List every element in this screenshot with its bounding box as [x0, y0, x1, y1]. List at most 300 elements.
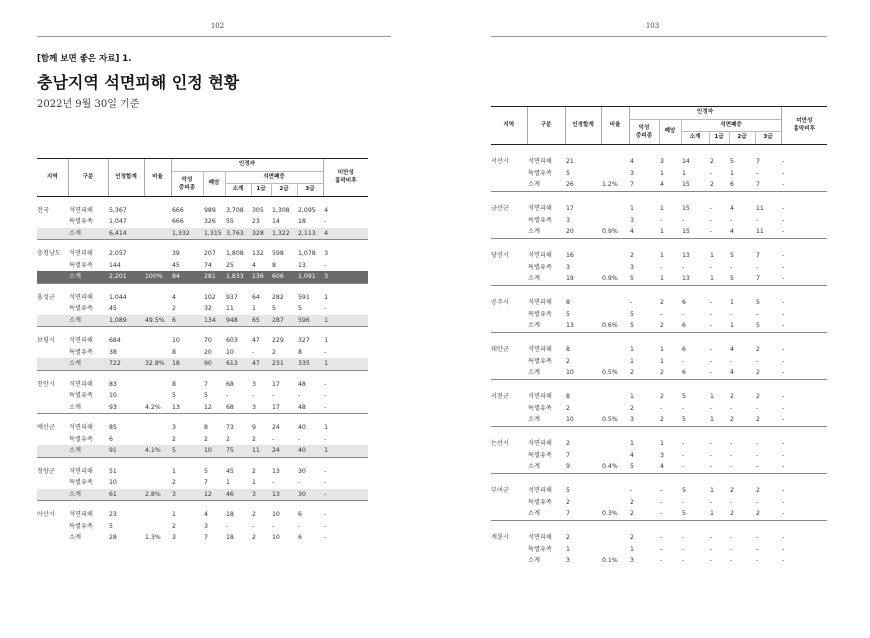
table-row	[491, 391, 827, 403]
data-cell: 287	[271, 315, 297, 327]
col-header-category: 구분	[68, 159, 108, 197]
data-cell: 16	[566, 252, 574, 259]
data-cell: 64	[252, 293, 260, 301]
data-cell: 591	[298, 293, 310, 301]
data-cell: -	[323, 489, 368, 501]
data-cell: 4	[660, 463, 664, 470]
region-cell	[491, 226, 527, 238]
data-cell: -	[756, 310, 759, 318]
data-cell: 1	[324, 424, 328, 431]
data-cell: -	[730, 440, 733, 447]
data-cell	[144, 434, 171, 446]
header-row	[37, 159, 368, 172]
data-cell	[601, 544, 629, 556]
table-row	[37, 335, 368, 347]
data-cell: 석면피해	[528, 299, 552, 306]
data-cell: 3	[172, 424, 176, 431]
data-cell: 석면피해	[528, 346, 552, 353]
data-cell	[601, 297, 629, 309]
data-cell: 소계	[68, 445, 108, 457]
data-cell: 18	[298, 218, 306, 225]
data-cell: 2	[630, 534, 634, 541]
data-cell: 40	[298, 424, 306, 431]
data-cell: 70	[204, 337, 212, 344]
data-cell: 2.8%	[144, 489, 171, 501]
data-cell: 8	[566, 346, 570, 353]
data-cell: 2	[756, 510, 760, 517]
col-header-grade2: 2급	[729, 132, 755, 145]
data-cell: 석면피해	[69, 467, 93, 475]
data-cell: -	[756, 404, 759, 412]
data-cell: 6	[730, 181, 734, 188]
data-cell: 4.2%	[145, 403, 161, 411]
data-cell: -	[782, 299, 785, 306]
data-cell: 1.2%	[602, 181, 618, 188]
data-cell: 10	[566, 369, 574, 376]
data-cell: 2,095	[298, 206, 316, 214]
table-row	[491, 344, 827, 356]
table-row	[37, 292, 368, 304]
data-cell: 1	[710, 487, 714, 494]
data-cell: -	[660, 216, 663, 224]
data-cell: 13	[271, 489, 297, 501]
data-cell: 2	[630, 498, 634, 506]
data-cell: 2	[630, 510, 634, 517]
data-cell: -	[682, 534, 685, 541]
table-row	[491, 262, 827, 274]
region-cell	[37, 228, 68, 240]
data-cell: 특별유족	[69, 522, 93, 530]
data-cell: 23	[109, 511, 117, 518]
data-cell: 5	[109, 522, 113, 530]
data-cell: -	[710, 310, 713, 318]
data-cell: 특별유족	[528, 545, 552, 553]
data-cell: 5	[566, 310, 570, 318]
data-cell: 3	[252, 403, 256, 411]
spacer-row	[37, 240, 368, 249]
data-cell: 85	[109, 424, 117, 431]
data-cell: -	[298, 522, 301, 530]
table-row	[37, 271, 368, 283]
data-cell: 1	[324, 293, 328, 301]
region-cell	[491, 262, 527, 274]
spacer-cell	[491, 238, 827, 250]
table-row	[491, 309, 827, 321]
table-row	[491, 544, 827, 556]
data-cell: 특별유족	[528, 216, 552, 224]
data-cell: 8	[298, 348, 302, 356]
data-cell: 5	[682, 510, 686, 517]
data-cell: -	[782, 275, 785, 282]
data-cell	[144, 292, 171, 304]
data-cell: 23	[252, 218, 260, 225]
data-cell: 1	[660, 275, 664, 282]
data-cell: -	[660, 487, 663, 494]
data-cell: 석면피해	[528, 393, 552, 400]
data-cell: 1,833	[225, 271, 251, 283]
data-cell: 948	[225, 315, 251, 327]
data-cell	[601, 356, 629, 368]
data-cell: 305	[252, 206, 264, 214]
data-cell: -	[756, 216, 759, 224]
data-cell: 7	[204, 534, 208, 541]
col-header-pleural: 미만성 흉막비후	[323, 159, 368, 197]
data-cell	[601, 391, 629, 403]
table-row	[37, 260, 368, 272]
data-cell: 74	[204, 261, 212, 269]
data-cell: 특별유족	[69, 479, 93, 486]
page-title: 충남지역 석면피해 인정 현황	[37, 73, 240, 92]
data-cell: -	[710, 498, 713, 506]
data-cell: -	[782, 346, 785, 353]
data-cell: 5	[682, 487, 686, 494]
data-cell: -	[252, 392, 255, 399]
region-cell: 아산시	[37, 511, 55, 518]
data-cell: 2	[756, 393, 760, 400]
data-cell: 14	[272, 218, 280, 225]
data-cell: 2	[252, 511, 256, 518]
data-cell	[601, 262, 629, 274]
data-cell: -	[782, 534, 785, 541]
data-cell	[601, 250, 629, 262]
data-cell: 2	[710, 181, 714, 188]
region-cell	[37, 521, 68, 533]
data-cell: 2	[730, 487, 734, 494]
region-cell	[491, 450, 527, 462]
col-header-mesothelioma: 악성 중피종	[629, 119, 659, 144]
data-cell: 20	[566, 228, 574, 235]
data-cell: 소계	[68, 489, 108, 501]
data-cell: -	[730, 534, 733, 541]
data-cell: -	[756, 498, 759, 506]
data-cell: 2	[660, 416, 664, 423]
data-cell: 7	[756, 158, 760, 165]
region-cell	[37, 358, 68, 370]
data-cell: 1	[730, 299, 734, 306]
data-cell: -	[782, 463, 785, 470]
data-cell: 15	[682, 181, 690, 188]
data-cell: -	[630, 299, 633, 306]
data-cell: 특별유족	[528, 498, 552, 506]
data-cell: 3	[251, 489, 271, 501]
data-cell: -	[710, 205, 713, 212]
data-cell: 18	[226, 534, 234, 541]
data-cell: 14	[682, 158, 690, 165]
data-cell: 2	[172, 479, 176, 486]
region-cell	[491, 356, 527, 368]
data-cell: -	[756, 557, 759, 564]
table-row	[491, 297, 827, 309]
col-header-subtotal: 소계	[681, 132, 709, 145]
data-cell: 1	[630, 205, 634, 212]
data-cell: -	[324, 380, 327, 388]
data-cell	[144, 228, 171, 240]
data-cell: 4	[324, 206, 328, 214]
data-cell: 91	[108, 445, 144, 457]
data-cell: 26	[566, 181, 574, 188]
region-cell: 서산시	[491, 158, 509, 165]
table-row	[491, 273, 827, 285]
data-cell: 1	[252, 305, 256, 312]
data-cell: 5	[566, 487, 570, 494]
region-cell: 논산시	[491, 440, 509, 447]
data-cell: 2	[630, 369, 634, 376]
data-cell: 0.5%	[602, 416, 618, 423]
region-cell	[491, 544, 527, 556]
col-header-total: 인정합계	[565, 107, 601, 145]
data-cell: 5	[171, 445, 203, 457]
table-row	[491, 414, 827, 426]
data-cell: 석면피해	[528, 158, 552, 165]
data-cell: 229	[272, 337, 284, 344]
table-row	[491, 367, 827, 379]
data-cell	[144, 216, 171, 228]
table-row	[37, 532, 368, 544]
data-cell: 4	[730, 346, 734, 353]
data-cell: -	[682, 545, 685, 553]
data-cell: 3	[324, 250, 328, 257]
data-cell	[601, 497, 629, 509]
data-cell: 3	[630, 169, 634, 177]
data-cell: 석면피해	[69, 337, 93, 344]
spacer-row	[37, 370, 368, 379]
data-cell: 231	[271, 358, 297, 370]
data-cell: 1	[660, 252, 664, 259]
data-cell: -	[272, 479, 275, 486]
data-cell: 4	[323, 228, 368, 240]
table-row	[37, 489, 368, 501]
data-cell: 5	[204, 392, 208, 399]
region-cell: 태안군	[491, 346, 509, 353]
data-cell: -	[730, 451, 733, 459]
data-cell: -	[682, 216, 685, 224]
data-cell: -	[756, 169, 759, 177]
data-cell: 24	[272, 424, 280, 431]
table-row	[491, 438, 827, 450]
data-cell: 석면피해	[69, 206, 93, 214]
col-header-grade3: 3급	[755, 132, 781, 145]
data-cell: -	[710, 263, 713, 271]
data-cell: 1	[323, 315, 368, 327]
data-cell: -	[782, 216, 785, 224]
data-cell: 3	[204, 522, 208, 530]
data-cell	[144, 303, 171, 315]
table-row	[37, 445, 368, 457]
data-cell: -	[298, 435, 301, 443]
data-cell: -	[730, 545, 733, 553]
data-cell: -	[324, 511, 327, 518]
data-cell: 5	[730, 275, 734, 282]
region-cell	[37, 347, 68, 359]
data-cell: -	[252, 348, 255, 356]
header-rule	[491, 36, 827, 37]
col-header-grade3: 3급	[297, 184, 323, 197]
data-cell: 0.9%	[602, 275, 618, 282]
spacer-cell	[491, 426, 827, 438]
data-cell: -	[660, 498, 663, 506]
data-cell: -	[782, 416, 785, 423]
region-cell	[37, 402, 68, 414]
col-header-grade1: 1급	[709, 132, 729, 145]
data-cell: -	[730, 310, 733, 318]
data-cell: 4	[172, 293, 176, 301]
data-cell: 11	[756, 205, 764, 212]
data-cell: 13	[566, 322, 574, 329]
spacer-cell	[491, 144, 827, 156]
data-cell: 6,414	[108, 228, 144, 240]
table-row	[491, 250, 827, 262]
data-cell: 102	[204, 293, 216, 301]
data-cell: 소계	[528, 228, 540, 235]
data-cell	[601, 438, 629, 450]
data-cell: -	[782, 181, 785, 188]
data-cell: 5	[298, 305, 302, 312]
region-cell	[491, 403, 527, 415]
data-cell: 7	[566, 451, 570, 459]
data-cell: 1	[660, 228, 664, 235]
data-cell: 2	[756, 369, 760, 376]
data-cell: -	[782, 545, 785, 553]
data-cell: 13	[172, 403, 180, 411]
data-cell: -	[252, 522, 255, 530]
data-cell: 1	[323, 358, 368, 370]
data-cell: -	[660, 545, 663, 553]
data-cell: 2	[730, 416, 734, 423]
data-cell: 1,332	[171, 228, 203, 240]
table-row	[37, 315, 368, 327]
data-cell: 207	[204, 250, 216, 257]
data-cell: 3	[323, 271, 368, 283]
data-cell	[144, 379, 171, 391]
data-cell: 5	[682, 393, 686, 400]
data-cell	[144, 509, 171, 521]
table-row	[491, 497, 827, 509]
col-header-subtotal: 소계	[225, 184, 251, 197]
data-cell: -	[324, 392, 327, 399]
data-cell: 30	[297, 489, 323, 501]
table-row	[37, 347, 368, 359]
data-cell: -	[324, 479, 327, 486]
spacer-cell	[37, 327, 368, 336]
data-cell	[144, 422, 171, 434]
data-cell: 13	[682, 275, 690, 282]
region-cell	[491, 309, 527, 321]
data-cell: -	[730, 463, 733, 470]
region-cell	[37, 489, 68, 501]
data-cell: 17	[566, 205, 574, 212]
data-cell: 석면피해	[69, 424, 93, 431]
data-cell: 1,808	[226, 250, 244, 257]
spacer-row	[491, 144, 827, 156]
spacer-cell	[491, 473, 827, 485]
data-cell: 1,091	[297, 271, 323, 283]
data-cell: 10	[272, 534, 280, 541]
table-row	[37, 477, 368, 489]
table-row	[37, 303, 368, 315]
data-cell	[601, 203, 629, 215]
data-cell: 6	[682, 299, 686, 306]
data-cell: 1	[730, 169, 734, 177]
spacer-row	[491, 426, 827, 438]
region-cell: 충청남도	[37, 250, 61, 257]
data-cell: 소계	[528, 369, 540, 376]
data-cell: 3	[252, 380, 256, 388]
data-cell: 2	[172, 305, 176, 312]
data-cell: 소계	[528, 416, 540, 423]
page-number: 102	[210, 22, 225, 30]
region-cell: 청양군	[37, 467, 55, 475]
data-cell: 10	[109, 479, 117, 486]
region-cell	[37, 445, 68, 457]
asbestos-table-left	[37, 158, 368, 544]
data-cell: -	[782, 369, 785, 376]
data-cell: 3	[660, 451, 664, 459]
table-row	[37, 521, 368, 533]
spacer-row	[37, 414, 368, 423]
data-cell: -	[782, 252, 785, 259]
data-cell: 소계	[68, 358, 108, 370]
data-cell: 7	[756, 252, 760, 259]
data-cell: 38	[109, 348, 117, 356]
data-cell: 90	[203, 358, 225, 370]
data-cell: 39	[172, 250, 180, 257]
data-cell: 4	[730, 369, 734, 376]
spacer-row	[37, 501, 368, 510]
data-cell	[144, 260, 171, 272]
data-cell: 3	[566, 263, 570, 271]
data-cell: 소계	[68, 271, 108, 283]
spacer-row	[491, 473, 827, 485]
data-cell: 1	[172, 467, 176, 475]
table-row	[37, 379, 368, 391]
data-cell: 2	[660, 393, 664, 400]
data-cell: 327	[298, 337, 310, 344]
data-cell: 0.5%	[602, 369, 618, 376]
data-cell: 46	[225, 489, 251, 501]
data-cell: 666	[172, 218, 184, 225]
data-cell: 1	[710, 275, 714, 282]
region-cell	[37, 271, 68, 283]
data-cell: 석면피해	[528, 252, 552, 259]
data-cell: 17	[272, 403, 280, 411]
data-cell: 1	[172, 511, 176, 518]
data-cell	[601, 309, 629, 321]
data-cell: 93	[109, 403, 117, 411]
data-cell: 4	[630, 158, 634, 165]
table-row	[491, 215, 827, 227]
table-row	[491, 156, 827, 168]
data-cell: 소계	[528, 275, 540, 282]
asbestos-table-right	[491, 106, 827, 567]
data-cell: 30	[298, 467, 306, 475]
data-cell: 특별유족	[69, 305, 93, 312]
data-cell: 석면피해	[69, 250, 93, 257]
data-cell: 소계	[69, 403, 81, 411]
data-cell	[144, 466, 171, 478]
data-cell: -	[782, 451, 785, 459]
data-cell: 석면피해	[528, 487, 552, 494]
data-cell: 3	[630, 263, 634, 271]
data-cell: 12	[204, 403, 212, 411]
col-header-recognized: 인정자	[629, 107, 781, 120]
data-cell: -	[630, 487, 633, 494]
data-cell: -	[756, 451, 759, 459]
table-row	[491, 168, 827, 180]
table-row	[491, 179, 827, 191]
data-cell: 석면피해	[69, 511, 93, 518]
header-row	[491, 107, 827, 120]
data-cell: 1	[730, 322, 734, 329]
